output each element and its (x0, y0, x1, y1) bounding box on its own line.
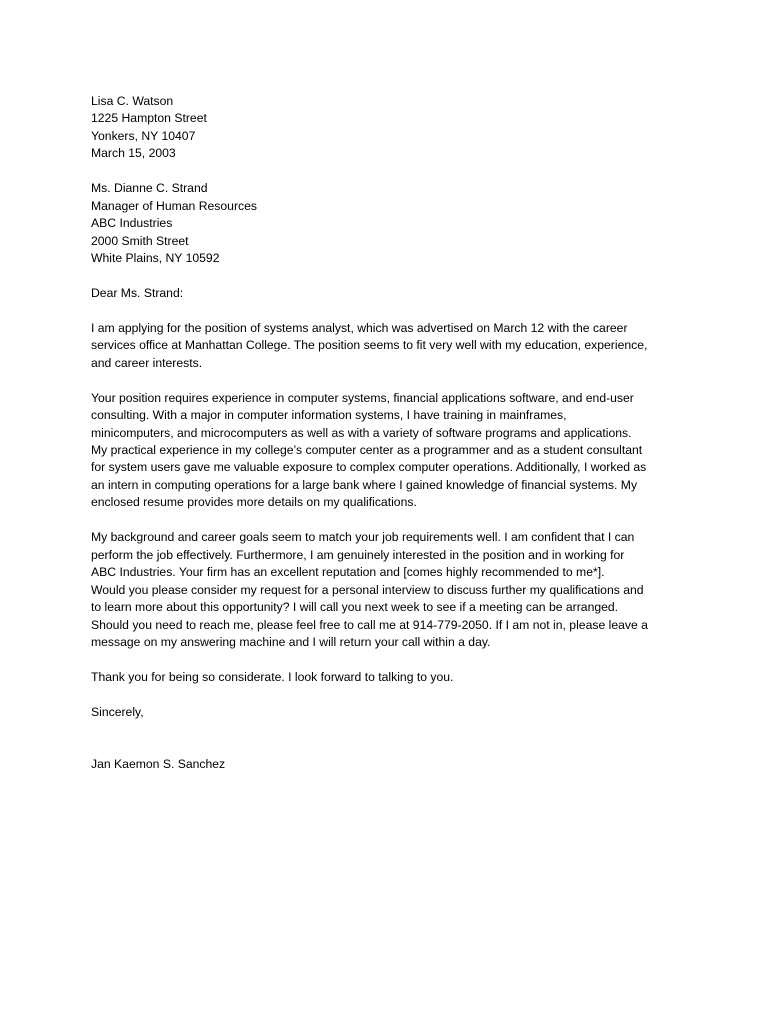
body-paragraph-2 (91, 390, 691, 512)
paragraph-line: My background and career goals seem to match your job requirements well. I am confident that I can (91, 530, 635, 545)
letter-date: March 15, 2003 (91, 146, 176, 161)
paragraph-line: Thank you for being so considerate. I look forward to talking to you. (91, 669, 454, 684)
paragraph-line: Your position requires experience in computer systems, financial applications software, and end-user (91, 390, 634, 405)
recipient-name: Ms. Dianne C. Strand (91, 181, 208, 196)
paragraph-line: perform the job effectively. Furthermore, I am genuinely interested in the position and in working for (91, 547, 625, 562)
paragraph-line: enclosed resume provides more details on my qualifications. (91, 495, 417, 510)
recipient-title: Manager of Human Resources (91, 198, 257, 213)
paragraph-line: and career interests. (91, 355, 203, 370)
body-paragraph-4 (91, 669, 691, 686)
cover-letter (91, 93, 691, 774)
recipient-address-block (91, 180, 691, 267)
signature-block (91, 756, 691, 773)
paragraph-line: Would you please consider my request for a personal interview to discuss further my qualifications and (91, 582, 644, 597)
paragraph-line: an intern in computing operations for a large bank where I gained knowledge of financial systems. My (91, 477, 638, 492)
signature-name: Jan Kaemon S. Sanchez (91, 757, 226, 772)
recipient-street: 2000 Smith Street (91, 233, 189, 248)
paragraph-line: for system users gave me valuable exposure to complex computer operations. Additionally, I worked as (91, 460, 647, 475)
paragraph-line: Should you need to reach me, please feel free to call me at 914-779-2050. If I am not in, please leave a (91, 617, 648, 632)
sender-city-state-zip: Yonkers, NY 10407 (91, 128, 196, 143)
closing-block (91, 704, 691, 721)
paragraph-line: My practical experience in my college’s computer center as a programmer and as a student consultant (91, 443, 643, 457)
paragraph-line: to learn more about this opportunity? I will call you next week to see if a meeting can be arranged. (91, 600, 619, 615)
closing-text: Sincerely, (91, 704, 144, 719)
sender-name: Lisa C. Watson (91, 94, 174, 108)
salutation-text: Dear Ms. Strand: (91, 285, 184, 300)
sender-address-block (91, 93, 691, 163)
recipient-company: ABC Industries (91, 216, 173, 231)
body-paragraph-1 (91, 320, 691, 372)
paragraph-line: I am applying for the position of systems analyst, which was advertised on March 12 with the career (91, 320, 628, 335)
paragraph-line: ABC Industries. Your firm has an excellent reputation and [comes highly recommended to me*]. (91, 565, 605, 580)
recipient-city-state-zip: White Plains, NY 10592 (91, 251, 220, 266)
salutation (91, 285, 691, 302)
body-paragraph-3 (91, 529, 691, 651)
sender-street: 1225 Hampton Street (91, 111, 207, 126)
paragraph-line: minicomputers, and microcomputers as well as with a variety of software programs and applications. (91, 425, 632, 440)
paragraph-line: consulting. With a major in computer information systems, I have training in mainframes, (91, 408, 567, 423)
paragraph-line: message on my answering machine and I will return your call within a day. (91, 634, 491, 649)
paragraph-line: services office at Manhattan College. The position seems to fit very well with my education, experience, (91, 338, 648, 353)
